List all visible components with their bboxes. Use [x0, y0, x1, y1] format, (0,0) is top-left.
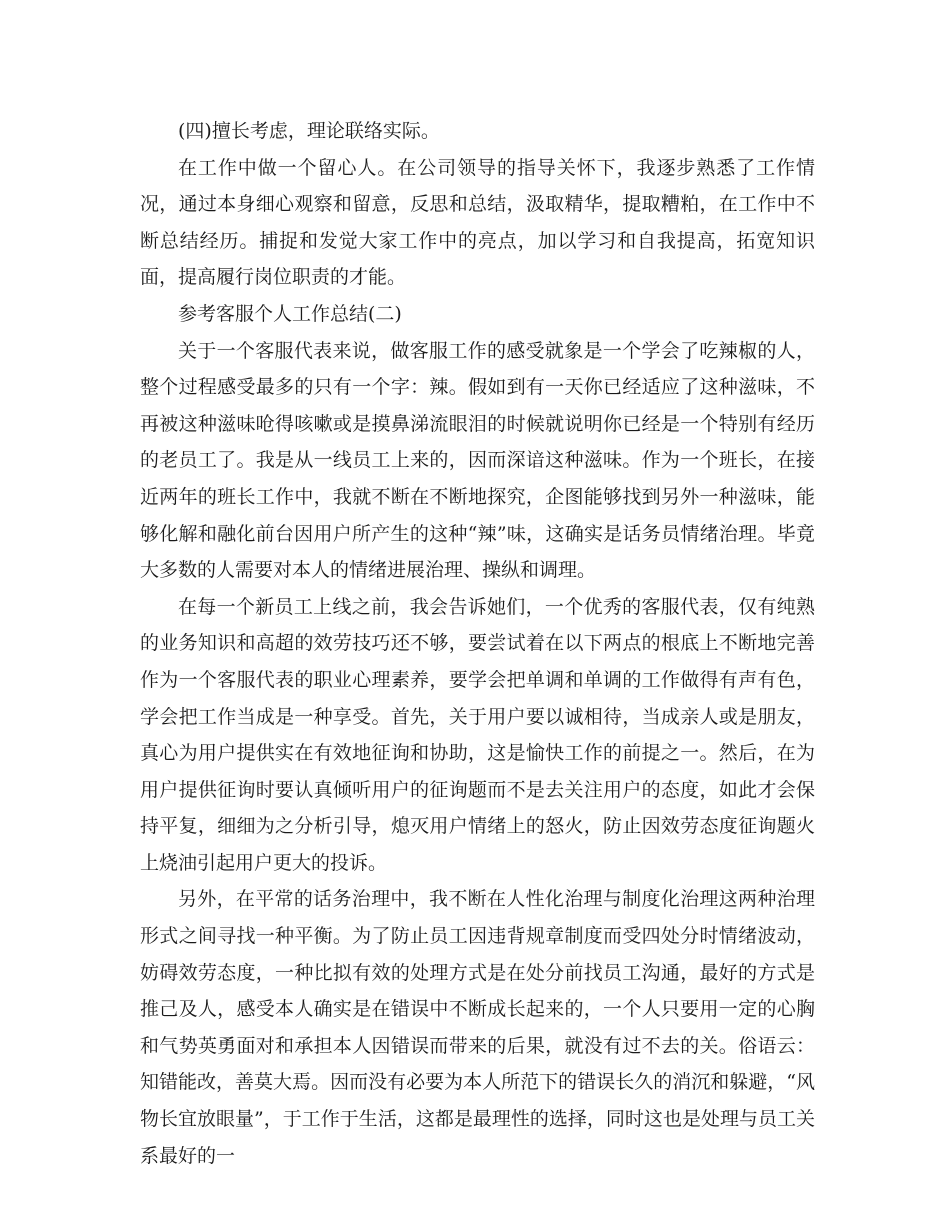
paragraph-management-balance: 另外，在平常的话务治理中，我不断在人性化治理与制度化治理这两种治理形式之间寻找一种平衡。为了防止员工因违背规章制度而受四处分时情绪波动，妨碍效劳态度，一种比拟有效的处理方式是在处分前找员工沟通，最好的方式是推己及人，感受本人确实是在错误中不断成长起来的，一个人只要用一定的心胸和气势英勇面对和承担本人因错误而带来的后果，就没有过不去的关。俗语云：知错能改，善莫大焉。因而没有必要为本人所范下的错误长久的消沉和躲避，“风物长宜放眼量”，于工作于生活，这都是最理性的选择，同时这也是处理与员工关系最好的一 — [140, 888, 815, 1167]
paragraph-title-summary-2: 参考客服个人工作总结(二) — [178, 302, 402, 325]
document-body — [140, 113, 815, 1174]
paragraph-attentive-work: 在工作中做一个留心人。在公司领导的指导关怀下，我逐步熟悉了工作情况，通过本身细心观察和留意，反思和总结，汲取精华，提取糟粕，在工作中不断总结经历。捕捉和发觉大家工作中的亮点，加以学习和自我提高，拓宽知识面，提高履行岗位职责的才能。 — [140, 156, 815, 289]
paragraph-spicy-feeling: 关于一个客服代表来说，做客服工作的感受就象是一个学会了吃辣椒的人，整个过程感受最多的只有一个字：辣。假如到有一天你已经适应了这种滋味，不再被这种滋味呛得咳嗽或是摸鼻涕流眼泪的时候就说明你已经是一个特别有经历的老员工了。我是从一线员工上来的，因而深谙这种滋味。作为一个班长，在接近两年的班长工作中，我就不断在不断地探究，企图能够找到另外一种滋味，能够化解和融化前台因用户所产生的这种“辣”味，这确实是话务员情绪治理。毕竟大多数的人需要对本人的情绪进展治理、操纵和调理。 — [140, 339, 815, 582]
paragraph-section-heading-4: (四)擅长考虑，理论联络实际。 — [178, 120, 440, 142]
paragraph-new-employee-advice: 在每一个新员工上线之前，我会告诉她们，一个优秀的客服代表，仅有纯熟的业务知识和高超的效劳技巧还不够，要尝试着在以下两点的根底上不断地完善作为一个客服代表的职业心理素养，要学会把单调和单调的工作做得有声有色，学会把工作当成是一种享受。首先，关于用户要以诚相待，当成亲人或是朋友，真心为用户提供实在有效地征询和协助，这是愉快工作的前提之一。然后，在为用户提供征询时要认真倾听用户的征询题而不是去关注用户的态度，如此才会保持平复，细细为之分析引导，熄灭用户情绪上的怒火，防止因效劳态度征询题火上烧油引起用户更大的投诉。 — [140, 595, 815, 874]
